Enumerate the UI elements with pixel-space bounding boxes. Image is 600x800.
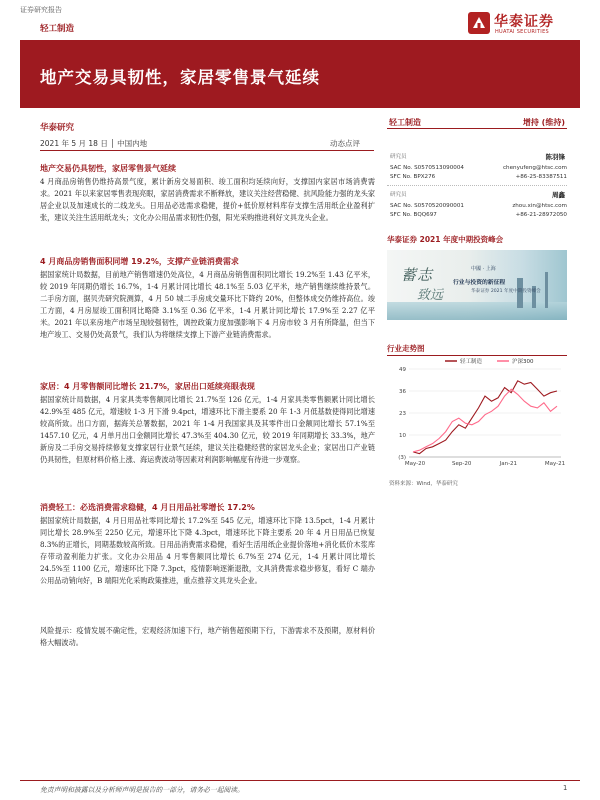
x-tick-label: May-21	[544, 461, 566, 467]
section-heading-2: 4 月商品房销售面积同增 19.2%，支撑产业链消费需求	[40, 257, 239, 266]
risk-warning: 风险提示：疫情发展不确定性，宏观经济加速下行，地产销售超预期下行，下游需求不及预期，原材料价格大幅波动。	[40, 626, 375, 648]
series-line-1	[413, 381, 557, 454]
analyst-email[interactable]: chenyufeng@htsc.com	[502, 165, 567, 171]
analyst-phone: +86-21-28972050	[515, 212, 567, 218]
y-tick-label: 36	[399, 389, 406, 395]
x-tick-label: May-20	[404, 461, 426, 467]
series-line-2	[413, 389, 557, 452]
conference-banner-image[interactable]	[387, 250, 567, 320]
analyst-name: 陈羽锋	[545, 153, 565, 161]
analyst-name: 周鑫	[552, 191, 565, 199]
industry-category: 轻工制造	[40, 24, 75, 34]
conference-title: 华泰证券 2021 年度中期投资峰会	[387, 235, 504, 244]
analyst-sac: SAC No. S0570520090001	[390, 203, 464, 209]
report-type: 证券研究报告	[20, 6, 62, 14]
conference-caption-1: 中國 · 上海	[471, 266, 496, 272]
section-body-1: 4 月商品房销售仍维持高景气度，累计新房交易面积、竣工面积均延续向好，支撑国内家居市场消费需求。2021 年以来家居零售表现亮眼，家居消费需求不断释放，建议关注经营稳健、抗风险能力强的龙头家居企业以及加速成长的二线龙头。日用品必选需求稳健，提价+低价原材料库存支撑生活用纸企业盈利扩张，建议关注生活用纸龙头；文化办公用品需求韧性仍强，阳光采购推进利好文具龙头企业。	[40, 177, 375, 223]
date-line: 2021 年 5 月 18 日 │ 中国内地	[40, 139, 148, 148]
logo-text-en: HUATAI SECURITIES	[495, 29, 549, 35]
divider	[40, 150, 374, 151]
analyst-divider	[387, 185, 567, 186]
analyst-sfc: SFC No. BQQ697	[390, 212, 437, 218]
x-tick-label: Sep-20	[451, 461, 472, 467]
conference-caption-3: 华泰证券 2021 年度中期投资峰会	[471, 289, 541, 294]
research-label: 华泰研究	[40, 123, 75, 133]
analyst-sfc: SFC No. BPX276	[390, 174, 436, 180]
analyst-sac: SAC No. S0570513090004	[390, 165, 464, 171]
trend-divider	[387, 355, 567, 356]
rating-badge: 增持 (维持)	[522, 118, 565, 127]
conference-caption-2: 行业与投资的新征程	[453, 280, 506, 286]
sea-decoration	[387, 302, 567, 320]
section-body-3: 据国家统计局数据，4 月家具类零售额同比增长 21.7%至 126 亿元，1-4 月家具类零售额累计同比增长 42.9%至 485 亿元，增速较 1-3 月下滑 9.4pct，增速环比下滑主要系 20 年 1-3 月低基数使得同比增速较高所致。出口方面，据海关总署数据，2021 年 1-4 月我国家具及其零件出口金额同比增长 57.1%至 1457.10 亿元，4 月单月出口金额同比增长 47.3%至 404.30 亿元，较 2019 年同期增长 33.3%，地产新房及二手房交易持续修复支撑家居行业景气延续，建议关注稳健经营的家居龙头企业；家居出口产业链仍具韧性，但原材料价格上涨、海运费波动等因素对利润影响幅度有待进一步观察。	[40, 395, 375, 465]
calligraphy-2: 致远	[417, 288, 444, 303]
report-title: 地产交易具韧性，家居零售景气延续	[40, 68, 320, 87]
analyst-role: 研究员	[390, 154, 407, 160]
section-body-2: 据国家统计局数据，目前地产销售增速仍处高位，4 月商品房销售面积同比增长 19.2%至 1.43 亿平米，较 2019 年同期仍增长 16.7%，1-4 月累计同比增长 48.1%至 5.03 亿平米，地产销售继续维持景气。二手房方面，据贝壳研究院测算，4 月 50 城二手房成交量环比下降约 20%，但整体成交仍维持高位。竣工方面，4 月房屋竣工面积同比略降 3.1%至 0.36 亿平米，1-4 月累计同比增长 17.9%至 2.27 亿平米。2021 年以来房地产市场呈现较强韧性，调控政策力度加强影响下 4 月房市较 3 月有所降温，但当下地产竣工、交易仍处高景气，我们认为将继续支撑上下游产业链消费需求。	[40, 270, 375, 340]
y-tick-label: 49	[399, 367, 406, 373]
title-banner	[20, 40, 580, 108]
trend-chart-title: 行业走势图	[387, 344, 425, 353]
chart-source: 资料来源：Wind，华泰研究	[389, 481, 458, 487]
y-tick-label: 10	[399, 433, 406, 439]
huatai-logo	[468, 10, 580, 38]
y-tick-label: 23	[399, 411, 406, 417]
analyst-role: 研究员	[390, 192, 407, 198]
section-heading-4: 消费轻工：必选消费需求稳健，4 月日用品社零增长 17.2%	[40, 503, 255, 512]
analyst-email[interactable]: zhou.xin@htsc.com	[512, 203, 567, 209]
y-tick-label: (3)	[398, 455, 406, 461]
page-number: 1	[563, 784, 568, 792]
analyst-card-2	[387, 191, 567, 235]
tower-decoration	[545, 272, 548, 308]
x-tick-label: Jan-21	[499, 461, 518, 467]
footer-disclaimer: 免责声明和披露以及分析师声明是报告的一部分，请务必一起阅读。	[40, 786, 244, 794]
sidebar-industry: 轻工制造	[389, 118, 421, 127]
logo-text-cn: 华泰证券	[494, 14, 554, 30]
section-body-4: 据国家统计局数据，4 月日用品社零同比增长 17.2%至 545 亿元，增速环比下降 13.5pct，1-4 月累计同比增长 28.9%至 2250 亿元，增速环比下降 4.3pct，增速环比下降主要系 20 年 4 月日用品已恢复 8.3%的正增长，同期基数较高所致。日用品消费需求稳健，看好生活用纸企业提价落地+消化低价木浆库存带动盈利能力扩张。文化办公用品 4 月零售额同比增长 6.7%至 274 亿元，1-4 月累计同比增长 24.5%至 1100 亿元，增速环比下降 7.3pct，疫情影响逐渐退散，文具消费需求稳步修复，看好 C 端办公用品动销向好，B 端阳光化采购政策推进，重点推荐文具龙头企业。	[40, 516, 375, 586]
calligraphy-1: 蓄志	[401, 266, 434, 284]
legend-label: 轻工制造	[460, 359, 483, 365]
analyst-phone: +86-25-83387511	[515, 174, 567, 180]
section-heading-1: 地产交易仍具韧性，家居零售景气延续	[40, 164, 176, 173]
industry-trend-chart	[387, 357, 567, 477]
rating-bar	[387, 115, 567, 129]
legend-label: 沪深300	[512, 359, 534, 365]
doc-type: 动态点评	[330, 139, 360, 148]
section-heading-3: 家居：4 月零售额同比增长 21.7%，家居出口延续亮眼表现	[40, 382, 255, 391]
footer-divider	[20, 780, 580, 781]
huatai-logo-icon	[468, 12, 490, 34]
